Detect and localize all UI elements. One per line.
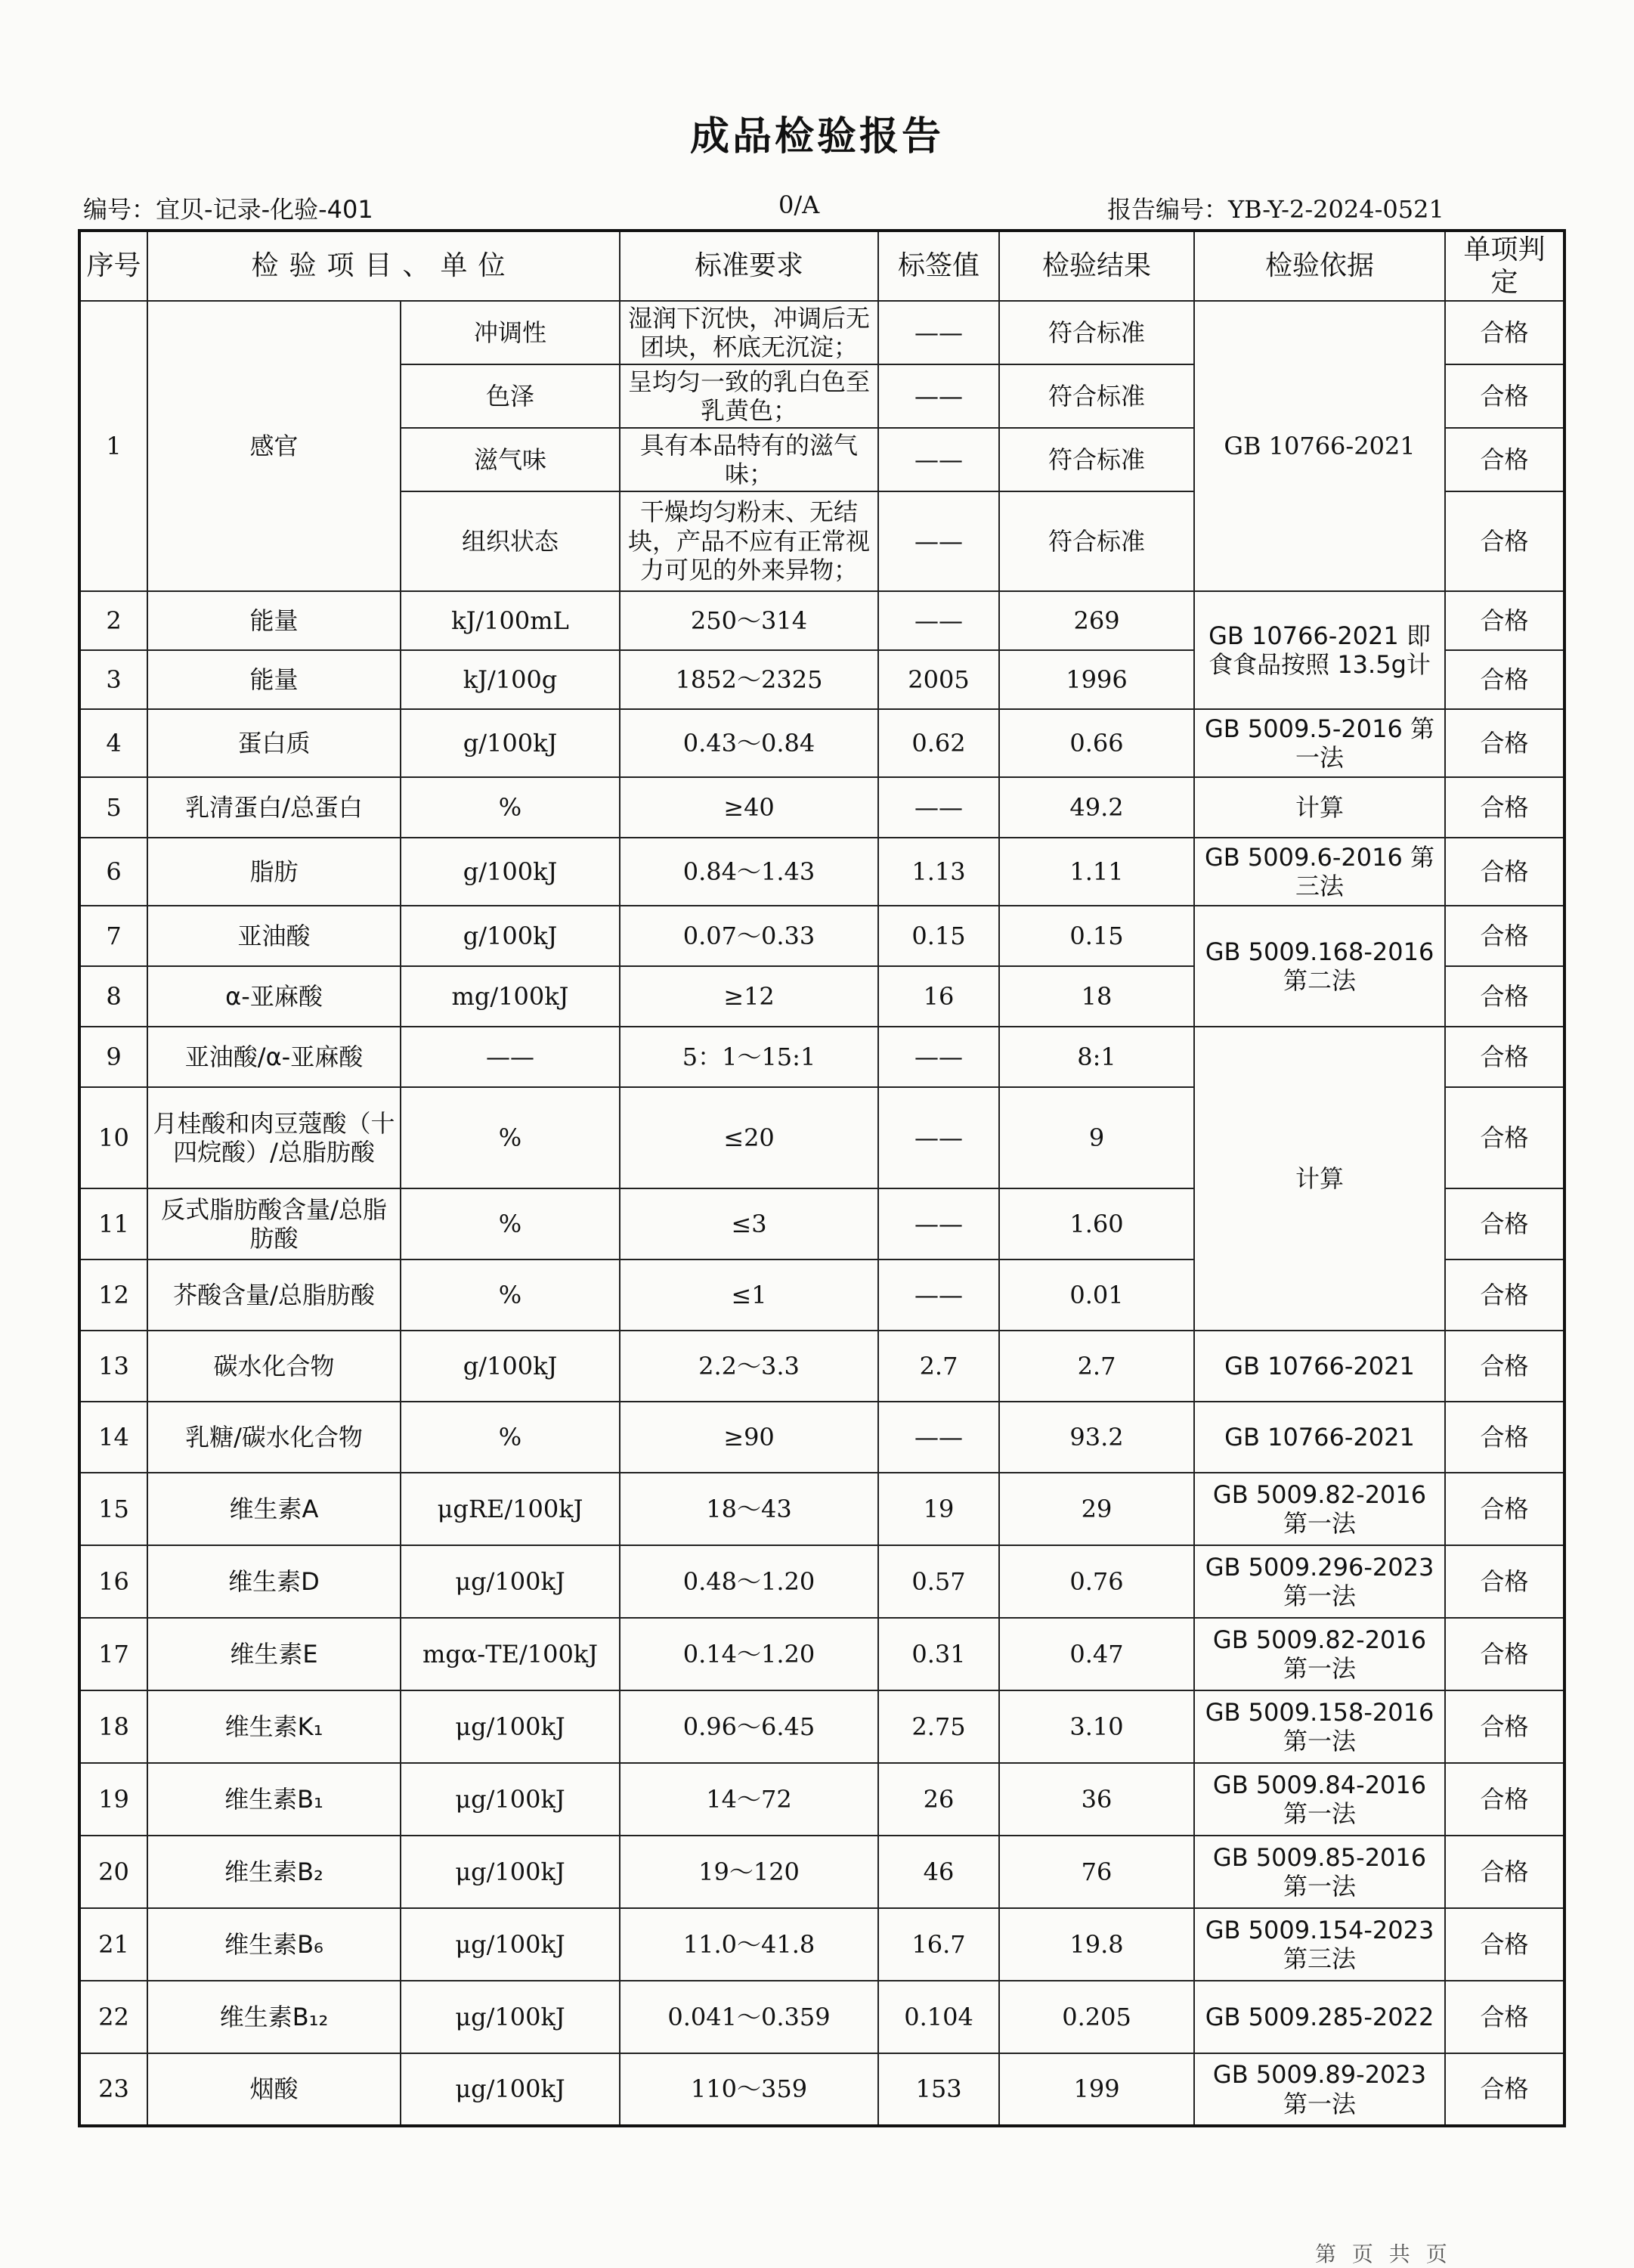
row-verdict: 合格: [1445, 1331, 1564, 1402]
row-label-value: ——: [878, 777, 999, 838]
row-unit: %: [401, 1087, 620, 1188]
row-verdict: 合格: [1445, 1690, 1564, 1763]
row-basis: GB 5009.285-2022: [1194, 1981, 1445, 2053]
document-code: [83, 191, 373, 225]
row-basis: GB 5009.82-2016 第一法: [1194, 1473, 1445, 1545]
row-result: 199: [999, 2053, 1194, 2126]
row-no: 2: [79, 591, 147, 650]
row-result: 36: [999, 1763, 1194, 1836]
row-verdict: 合格: [1445, 709, 1564, 777]
col-header-no: 序号: [79, 231, 147, 301]
report-number-value: YB-Y-2-2024-0521: [1228, 195, 1444, 224]
row-standard: 14～72: [620, 1763, 878, 1836]
row-result: 0.76: [999, 1545, 1194, 1618]
table-row: [79, 2053, 1564, 2126]
row-standard: 110～359: [620, 2053, 878, 2126]
col-header-basis: 检验依据: [1194, 231, 1445, 301]
table-row: [79, 1402, 1564, 1473]
row-item: 乳清蛋白/总蛋白: [147, 777, 401, 838]
row-no: 7: [79, 906, 147, 966]
row-item: 维生素E: [147, 1618, 401, 1690]
row-basis: GB 10766-2021: [1194, 1331, 1445, 1402]
row-label-value: ——: [878, 364, 999, 428]
row-label-value: 46: [878, 1836, 999, 1908]
row-basis: GB 5009.84-2016 第一法: [1194, 1763, 1445, 1836]
row-basis: GB 5009.168-2016 第二法: [1194, 906, 1445, 1027]
row-item: 芥酸含量/总脂肪酸: [147, 1259, 401, 1331]
row-standard: 具有本品特有的滋气味；: [620, 428, 878, 491]
row-item: 蛋白质: [147, 709, 401, 777]
row-verdict: 合格: [1445, 966, 1564, 1027]
row-standard: ≥12: [620, 966, 878, 1027]
row-standard: 干燥均匀粉末、无结块，产品不应有正常视力可见的外来异物；: [620, 491, 878, 591]
table-row: [79, 906, 1564, 966]
row-standard: 0.07～0.33: [620, 906, 878, 966]
row-unit: %: [401, 1402, 620, 1473]
row-unit: %: [401, 1259, 620, 1331]
row-item: 维生素D: [147, 1545, 401, 1618]
row-unit: ——: [401, 1027, 620, 1087]
col-header-label-value: 标签值: [878, 231, 999, 301]
row-unit: kJ/100g: [401, 650, 620, 709]
row-item: 维生素A: [147, 1473, 401, 1545]
row-no: 3: [79, 650, 147, 709]
row-label-value: 0.57: [878, 1545, 999, 1618]
row-item: 反式脂肪酸含量/总脂肪酸: [147, 1188, 401, 1259]
row-basis: 计算: [1194, 777, 1445, 838]
row-standard: 19～120: [620, 1836, 878, 1908]
row-label-value: 0.31: [878, 1618, 999, 1690]
table-row: [79, 1331, 1564, 1402]
row-verdict: 合格: [1445, 2053, 1564, 2126]
row-no: 9: [79, 1027, 147, 1087]
sensory-sub-item: 色泽: [401, 364, 620, 428]
row-label-value: 16.7: [878, 1908, 999, 1981]
row-standard: 11.0～41.8: [620, 1908, 878, 1981]
row-verdict: 合格: [1445, 906, 1564, 966]
row-item: 维生素B₂: [147, 1836, 401, 1908]
col-header-verdict: 单项判定: [1445, 231, 1564, 301]
table-row: [79, 838, 1564, 906]
row-standard: ≤3: [620, 1188, 878, 1259]
row-no: 23: [79, 2053, 147, 2126]
table-row: [79, 301, 1564, 364]
table-row: [79, 777, 1564, 838]
row-no: 11: [79, 1188, 147, 1259]
row-unit: μg/100kJ: [401, 1545, 620, 1618]
row-no: 15: [79, 1473, 147, 1545]
row-result: 49.2: [999, 777, 1194, 838]
table-header-row: [79, 231, 1564, 301]
row-unit: μg/100kJ: [401, 2053, 620, 2126]
table-row: [79, 1618, 1564, 1690]
sensory-sub-item: 滋气味: [401, 428, 620, 491]
row-item: 能量: [147, 591, 401, 650]
row-unit: μgRE/100kJ: [401, 1473, 620, 1545]
row-no: 12: [79, 1259, 147, 1331]
table-row: [79, 1981, 1564, 2053]
row-label-value: ——: [878, 1259, 999, 1331]
row-verdict: 合格: [1445, 1981, 1564, 2053]
row-result: 29: [999, 1473, 1194, 1545]
row-basis: GB 5009.158-2016 第一法: [1194, 1690, 1445, 1763]
row-item: 碳水化合物: [147, 1331, 401, 1402]
row-standard: 1852～2325: [620, 650, 878, 709]
row-result: 8:1: [999, 1027, 1194, 1087]
row-standard: 0.48～1.20: [620, 1545, 878, 1618]
row-standard: 0.14～1.20: [620, 1618, 878, 1690]
row-result: 19.8: [999, 1908, 1194, 1981]
row-result: 1.60: [999, 1188, 1194, 1259]
row-unit: g/100kJ: [401, 1331, 620, 1402]
row-label-value: 26: [878, 1763, 999, 1836]
row-no: 1: [79, 301, 147, 591]
row-basis: GB 10766-2021 即食食品按照 13.5g计: [1194, 591, 1445, 709]
row-verdict: 合格: [1445, 1908, 1564, 1981]
row-unit: g/100kJ: [401, 906, 620, 966]
table-row: [79, 1545, 1564, 1618]
row-verdict: 合格: [1445, 1087, 1564, 1188]
row-label-value: 0.62: [878, 709, 999, 777]
row-standard: 呈均匀一致的乳白色至乳黄色；: [620, 364, 878, 428]
row-basis: GB 10766-2021: [1194, 301, 1445, 591]
row-basis: GB 5009.85-2016 第一法: [1194, 1836, 1445, 1908]
row-unit: g/100kJ: [401, 709, 620, 777]
col-header-standard: 标准要求: [620, 231, 878, 301]
row-no: 5: [79, 777, 147, 838]
table-row: [79, 1690, 1564, 1763]
row-no: 14: [79, 1402, 147, 1473]
row-basis: GB 5009.82-2016 第一法: [1194, 1618, 1445, 1690]
row-standard: 0.041～0.359: [620, 1981, 878, 2053]
row-unit: μg/100kJ: [401, 1981, 620, 2053]
row-result: 0.205: [999, 1981, 1194, 2053]
row-label-value: ——: [878, 491, 999, 591]
row-no: 18: [79, 1690, 147, 1763]
row-item: 感官: [147, 301, 401, 591]
row-verdict: 合格: [1445, 1188, 1564, 1259]
row-item: 脂肪: [147, 838, 401, 906]
row-verdict: 合格: [1445, 838, 1564, 906]
page-number-footer: 第 页 共 页: [1315, 2242, 1452, 2266]
row-basis: GB 10766-2021: [1194, 1402, 1445, 1473]
row-label-value: 16: [878, 966, 999, 1027]
row-label-value: ——: [878, 301, 999, 364]
row-verdict: 合格: [1445, 491, 1564, 591]
row-result: 0.66: [999, 709, 1194, 777]
document-version: 0/A: [778, 191, 820, 219]
row-label-value: ——: [878, 1027, 999, 1087]
row-item: 乳糖/碳水化合物: [147, 1402, 401, 1473]
row-no: 22: [79, 1981, 147, 2053]
row-label-value: 2005: [878, 650, 999, 709]
row-label-value: 153: [878, 2053, 999, 2126]
row-standard: 0.96～6.45: [620, 1690, 878, 1763]
report-title: 成品检验报告: [689, 114, 944, 160]
row-item: 亚油酸: [147, 906, 401, 966]
row-unit: μg/100kJ: [401, 1836, 620, 1908]
row-verdict: 合格: [1445, 591, 1564, 650]
row-standard: ≥40: [620, 777, 878, 838]
row-verdict: 合格: [1445, 1027, 1564, 1087]
row-label-value: 2.75: [878, 1690, 999, 1763]
row-no: 17: [79, 1618, 147, 1690]
row-verdict: 合格: [1445, 1763, 1564, 1836]
sensory-sub-item: 组织状态: [401, 491, 620, 591]
row-result: 18: [999, 966, 1194, 1027]
row-basis: GB 5009.89-2023 第一法: [1194, 2053, 1445, 2126]
row-standard: ≤20: [620, 1087, 878, 1188]
row-standard: 湿润下沉快，冲调后无团块，杯底无沉淀；: [620, 301, 878, 364]
table-row: [79, 1908, 1564, 1981]
row-result: 93.2: [999, 1402, 1194, 1473]
row-result: 2.7: [999, 1331, 1194, 1402]
row-basis: GB 5009.296-2023 第一法: [1194, 1545, 1445, 1618]
row-result: 符合标准: [999, 364, 1194, 428]
row-no: 8: [79, 966, 147, 1027]
col-header-item: 检验项目、单位: [147, 231, 620, 301]
row-unit: mgα-TE/100kJ: [401, 1618, 620, 1690]
row-result: 1.11: [999, 838, 1194, 906]
row-verdict: 合格: [1445, 1618, 1564, 1690]
row-item: 维生素B₁₂: [147, 1981, 401, 2053]
row-result: 0.15: [999, 906, 1194, 966]
table-row: [79, 591, 1564, 650]
row-item: 维生素B₁: [147, 1763, 401, 1836]
row-result: 符合标准: [999, 491, 1194, 591]
row-unit: μg/100kJ: [401, 1690, 620, 1763]
row-no: 16: [79, 1545, 147, 1618]
row-basis: GB 5009.5-2016 第一法: [1194, 709, 1445, 777]
row-standard: 0.43～0.84: [620, 709, 878, 777]
row-no: 21: [79, 1908, 147, 1981]
row-label-value: ——: [878, 1402, 999, 1473]
table-row: [79, 1027, 1564, 1087]
row-verdict: 合格: [1445, 650, 1564, 709]
row-standard: ≥90: [620, 1402, 878, 1473]
row-basis: GB 5009.154-2023 第三法: [1194, 1908, 1445, 1981]
row-unit: μg/100kJ: [401, 1763, 620, 1836]
row-label-value: 0.15: [878, 906, 999, 966]
document-code-label: 编号：: [83, 195, 156, 224]
row-label-value: ——: [878, 428, 999, 491]
row-label-value: ——: [878, 591, 999, 650]
table-row: [79, 709, 1564, 777]
row-verdict: 合格: [1445, 1259, 1564, 1331]
report-number-label: 报告编号：: [1107, 195, 1229, 224]
row-unit: μg/100kJ: [401, 1908, 620, 1981]
row-result: 76: [999, 1836, 1194, 1908]
table-row: [79, 1763, 1564, 1836]
row-verdict: 合格: [1445, 1545, 1564, 1618]
row-label-value: 2.7: [878, 1331, 999, 1402]
row-item: 亚油酸/α-亚麻酸: [147, 1027, 401, 1087]
row-result: 0.47: [999, 1618, 1194, 1690]
row-no: 6: [79, 838, 147, 906]
row-basis: 计算: [1194, 1027, 1445, 1331]
row-verdict: 合格: [1445, 301, 1564, 364]
row-verdict: 合格: [1445, 1836, 1564, 1908]
row-no: 13: [79, 1331, 147, 1402]
row-label-value: 19: [878, 1473, 999, 1545]
row-item: 烟酸: [147, 2053, 401, 2126]
row-label-value: ——: [878, 1188, 999, 1259]
row-standard: 5：1～15:1: [620, 1027, 878, 1087]
row-basis: GB 5009.6-2016 第三法: [1194, 838, 1445, 906]
row-standard: 2.2～3.3: [620, 1331, 878, 1402]
row-result: 269: [999, 591, 1194, 650]
row-result: 符合标准: [999, 301, 1194, 364]
report-number: [1107, 191, 1444, 225]
row-standard: 250～314: [620, 591, 878, 650]
row-unit: g/100kJ: [401, 838, 620, 906]
row-label-value: 0.104: [878, 1981, 999, 2053]
row-unit: %: [401, 1188, 620, 1259]
row-item: 能量: [147, 650, 401, 709]
row-standard: 0.84～1.43: [620, 838, 878, 906]
row-verdict: 合格: [1445, 428, 1564, 491]
row-result: 3.10: [999, 1690, 1194, 1763]
row-no: 4: [79, 709, 147, 777]
row-standard: ≤1: [620, 1259, 878, 1331]
row-unit: %: [401, 777, 620, 838]
row-label-value: ——: [878, 1087, 999, 1188]
row-unit: mg/100kJ: [401, 966, 620, 1027]
row-standard: 18～43: [620, 1473, 878, 1545]
row-item: α-亚麻酸: [147, 966, 401, 1027]
row-result: 1996: [999, 650, 1194, 709]
row-no: 10: [79, 1087, 147, 1188]
row-verdict: 合格: [1445, 777, 1564, 838]
table-row: [79, 1473, 1564, 1545]
row-unit: kJ/100mL: [401, 591, 620, 650]
sensory-sub-item: 冲调性: [401, 301, 620, 364]
row-result: 符合标准: [999, 428, 1194, 491]
row-result: 9: [999, 1087, 1194, 1188]
row-label-value: 1.13: [878, 838, 999, 906]
row-result: 0.01: [999, 1259, 1194, 1331]
row-item: 维生素B₆: [147, 1908, 401, 1981]
row-item: 月桂酸和肉豆蔻酸（十四烷酸）/总脂肪酸: [147, 1087, 401, 1188]
table-row: [79, 1836, 1564, 1908]
row-no: 20: [79, 1836, 147, 1908]
inspection-table: [78, 229, 1566, 2127]
row-verdict: 合格: [1445, 364, 1564, 428]
col-header-result: 检验结果: [999, 231, 1194, 301]
row-no: 19: [79, 1763, 147, 1836]
row-item: 维生素K₁: [147, 1690, 401, 1763]
document-code-value: 宜贝-记录-化验-401: [156, 195, 373, 224]
row-verdict: 合格: [1445, 1402, 1564, 1473]
row-verdict: 合格: [1445, 1473, 1564, 1545]
